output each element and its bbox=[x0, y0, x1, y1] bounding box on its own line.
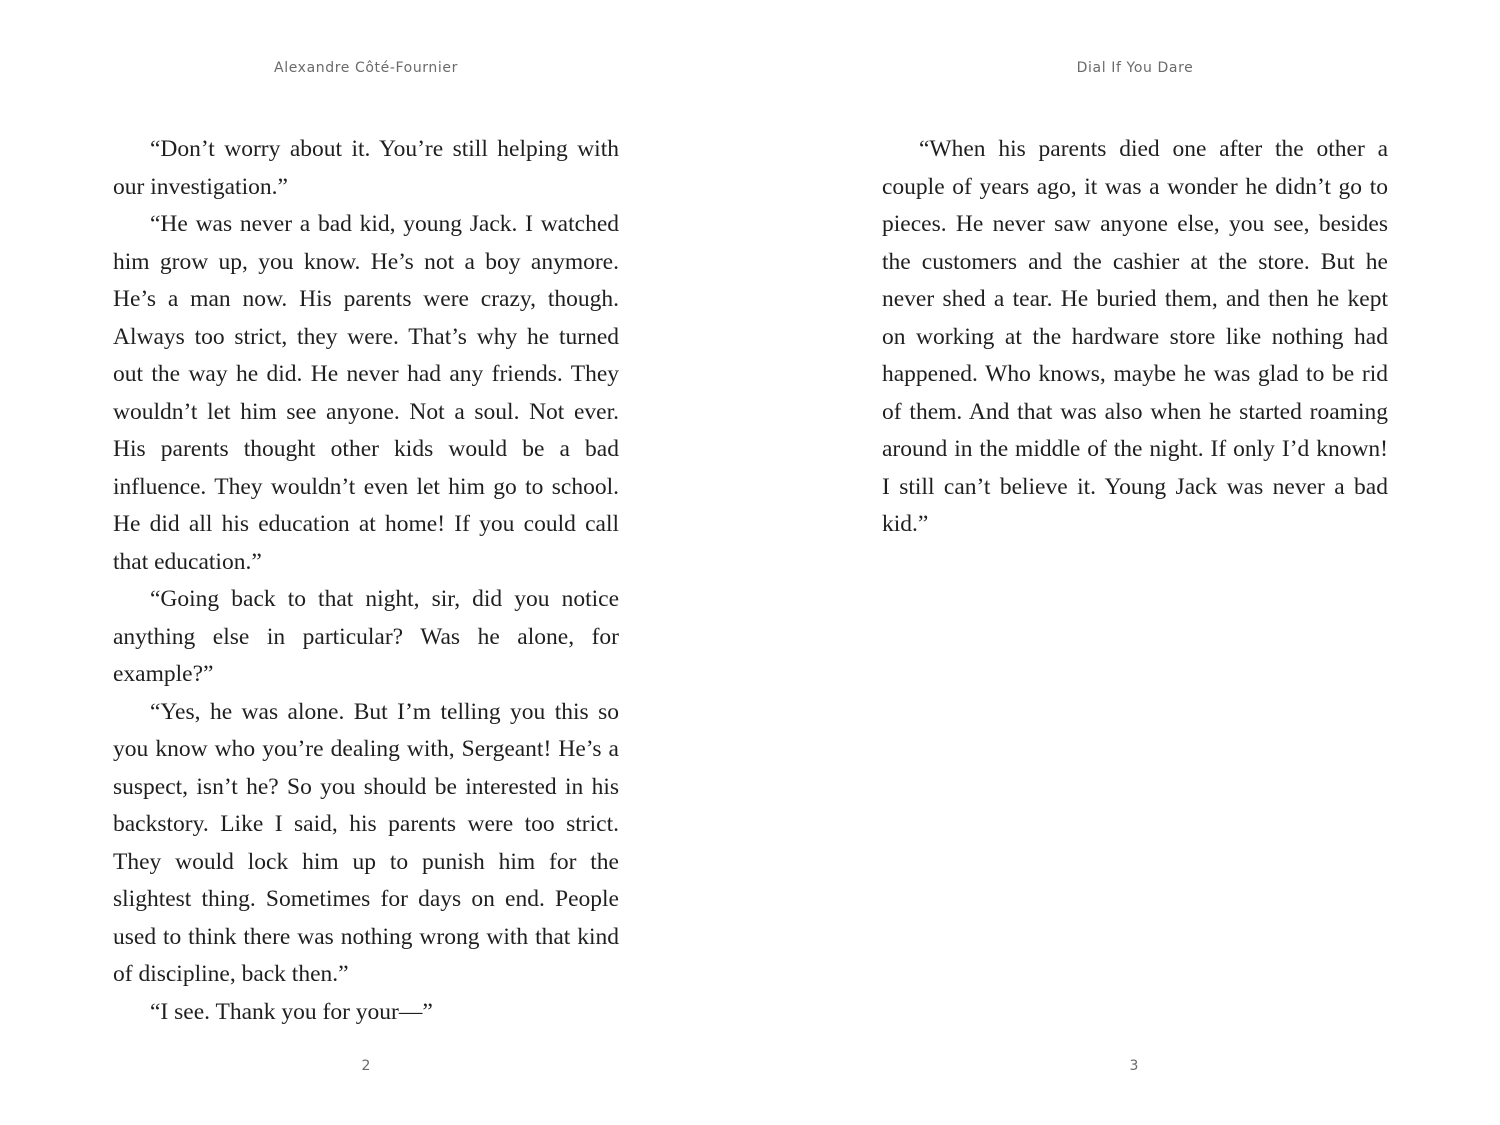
body-text bbox=[882, 131, 1388, 544]
paragraph: “Don’t worry about it. You’re still helping with our investigation.” bbox=[113, 136, 619, 200]
paragraph: “Going back to that night, sir, did you notice anything else in particular? Was he alone, for example?” bbox=[113, 586, 619, 687]
running-head-author: Alexandre Côté-Fournier bbox=[274, 60, 458, 76]
page-number: 2 bbox=[361, 1058, 371, 1074]
right-page bbox=[750, 0, 1500, 1125]
paragraph: “Yes, he was alone. But I’m telling you this so you know who you’re dealing with, Sergeant! He’s a suspect, isn’t he? So you should be interested in his backstory. Like I said, his parents were too strict. They would lock him up to punish him for the slightest thing. Sometimes for days on end. People used to think there was nothing wrong with that kind of discipline, back then.” bbox=[113, 698, 619, 987]
body-text bbox=[113, 131, 619, 1031]
running-head-title: Dial If You Dare bbox=[1076, 60, 1194, 76]
page-number: 3 bbox=[1129, 1058, 1139, 1074]
paragraph: “I see. Thank you for your—” bbox=[150, 998, 433, 1025]
paragraph: “He was never a bad kid, young Jack. I watched him grow up, you know. He’s not a boy anymore. He’s a man now. His parents were crazy, though. Always too strict, they were. That’s why he turned out the way he did. He never had any friends. They wouldn’t let him see anyone. Not a soul. Not ever. His parents thought other kids would be a bad influence. They wouldn’t even let him go to school. He did all his education at home! If you could call that education.” bbox=[113, 211, 619, 575]
paragraph: “When his parents died one after the other a couple of years ago, it was a wonder he didn’t go to pieces. He never saw anyone else, you see, besides the customers and the cashier at the store. But he never shed a tear. He buried them, and then he kept on working at the hardware store like nothing had happened. Who knows, maybe he was glad to be rid of them. And that was also when he started roaming around in the middle of the night. If only I’d known! I still can’t believe it. Young Jack was never a bad kid.” bbox=[882, 136, 1388, 537]
